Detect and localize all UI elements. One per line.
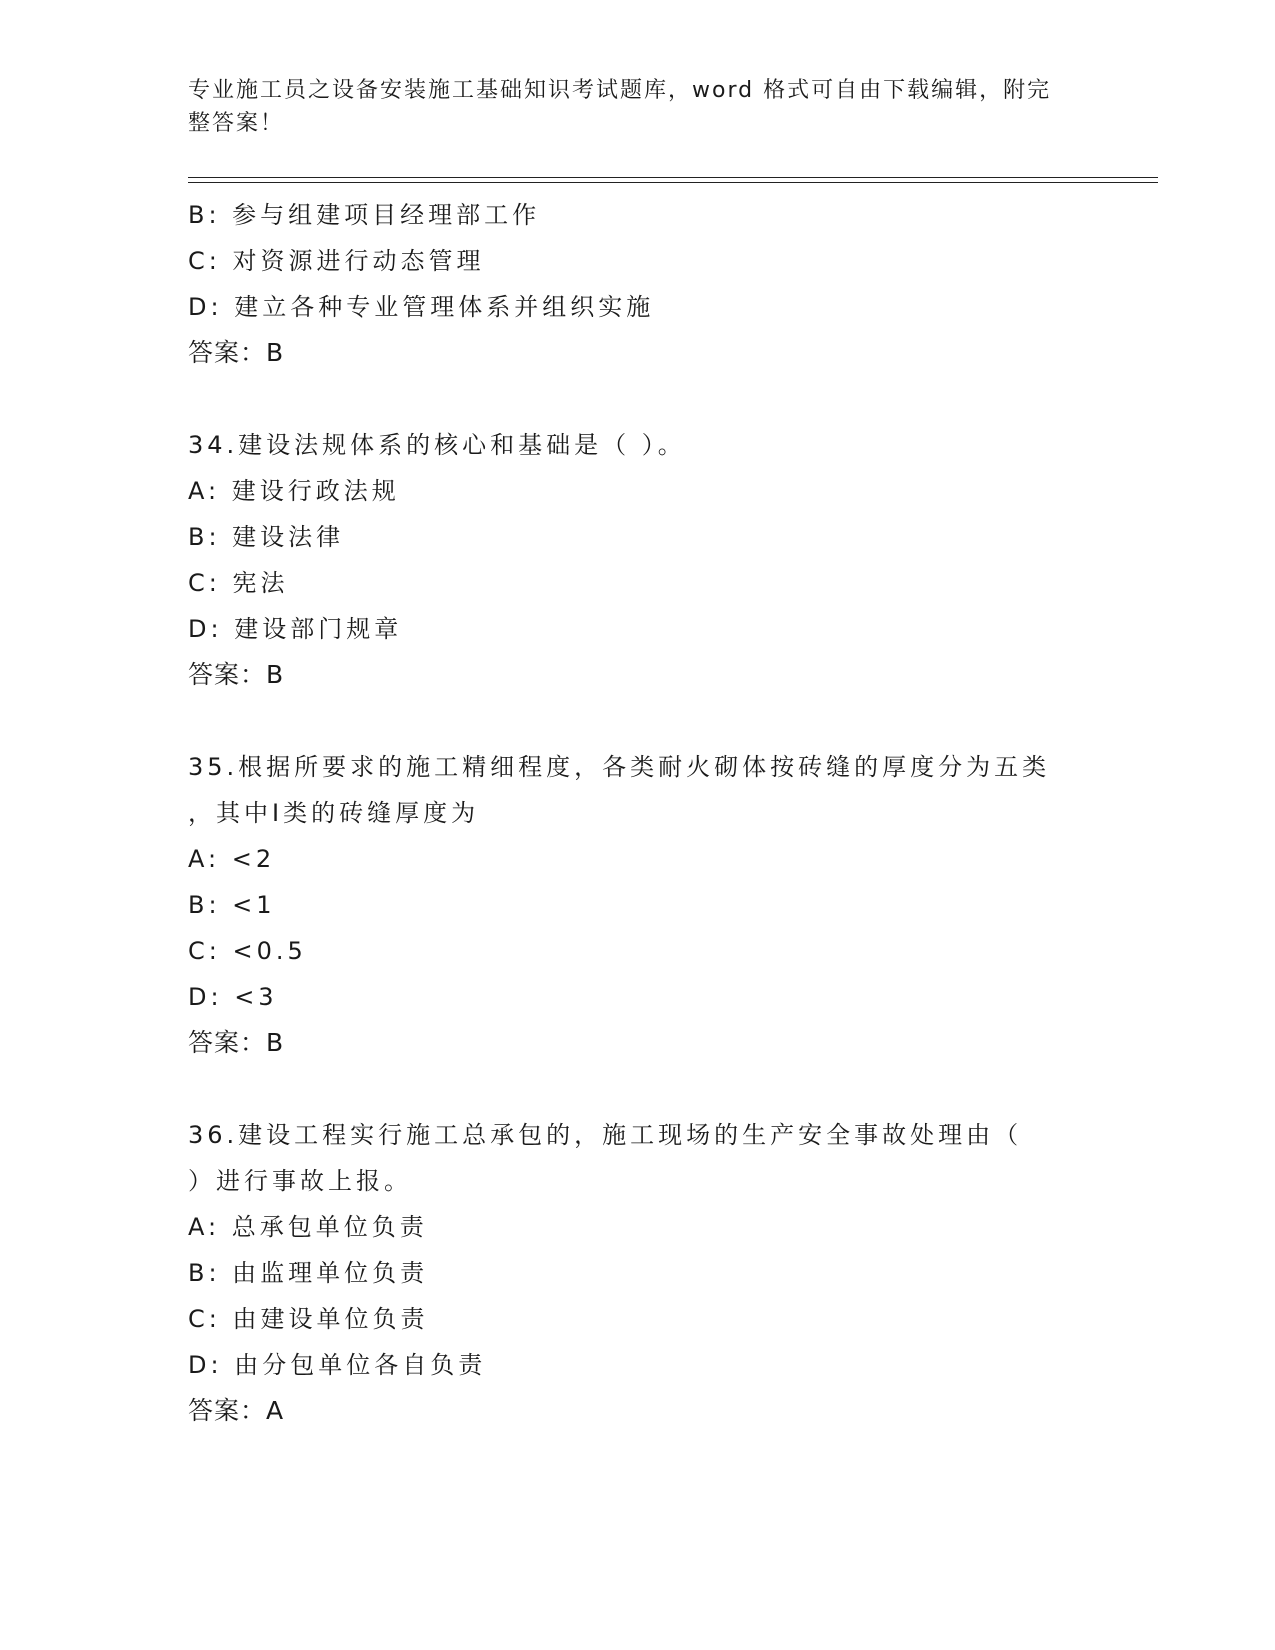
option-d: D: 由分包单位各自负责 [188, 1351, 487, 1379]
question-36 [188, 1112, 1088, 1434]
option-a: A: 建设行政法规 [188, 477, 400, 505]
header-line-1: 专业施工员之设备安装施工基础知识考试题库，word 格式可自由下载编辑，附完 [188, 78, 1052, 103]
option-c: C: 宪法 [188, 569, 289, 597]
header-line-2: 整答案！ [188, 111, 285, 136]
option-c: C: <0.5 [188, 937, 307, 965]
option-d: D: 建设部门规章 [188, 615, 403, 643]
answer: 答案：B [188, 1028, 285, 1057]
question-stem: 34.建设法规体系的核心和基础是（ ）。 [188, 431, 686, 459]
option-b: B: 建设法律 [188, 523, 345, 551]
spacer [188, 376, 1088, 422]
question-35 [188, 744, 1088, 1066]
spacer [188, 698, 1088, 744]
answer: 答案：B [188, 338, 285, 367]
option-d: D: <3 [188, 983, 278, 1011]
spacer [188, 1066, 1088, 1112]
option-a: A: 总承包单位负责 [188, 1213, 428, 1241]
option-d: D: 建立各种专业管理体系并组织实施 [188, 293, 655, 321]
question-stem-line-2: ，其中Ⅰ类的砖缝厚度为 [188, 799, 480, 827]
header-rule-top [188, 177, 1158, 178]
question-content [188, 192, 1088, 1434]
document-header [188, 74, 1068, 140]
option-a: A: <2 [188, 845, 276, 873]
option-b: B: <1 [188, 891, 276, 919]
answer: 答案：B [188, 660, 285, 689]
question-34 [188, 422, 1088, 698]
answer: 答案：A [188, 1396, 285, 1425]
option-b: B: 由监理单位负责 [188, 1259, 429, 1287]
option-c: C: 对资源进行动态管理 [188, 247, 485, 275]
question-stem-line-1: 35.根据所要求的施工精细程度，各类耐火砌体按砖缝的厚度分为五类 [188, 753, 1051, 781]
option-b: B: 参与组建项目经理部工作 [188, 201, 541, 229]
question-stem-line-2: ）进行事故上报。 [188, 1167, 412, 1195]
prev-question [188, 192, 1088, 376]
header-rule-bottom [188, 182, 1158, 183]
question-stem-line-1: 36.建设工程实行施工总承包的，施工现场的生产安全事故处理由（ [188, 1121, 1023, 1149]
option-c: C: 由建设单位负责 [188, 1305, 429, 1333]
